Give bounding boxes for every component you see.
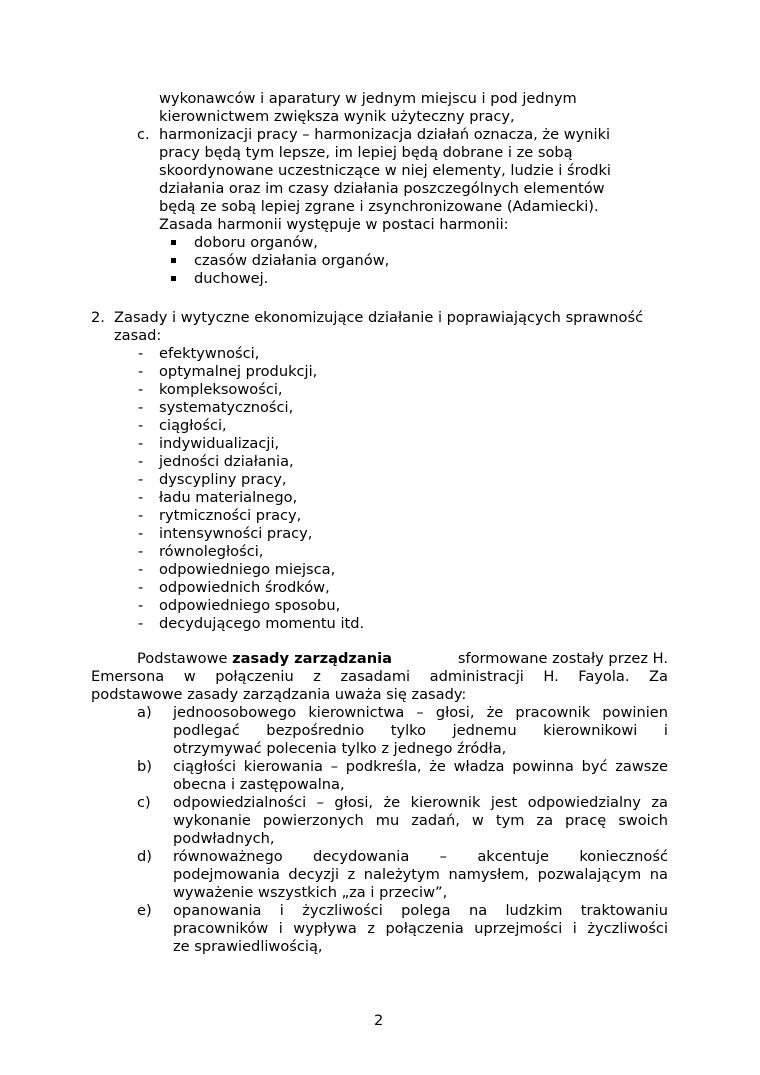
principle-b-line: ciągłości kierowania – podkreśla, że władza powinna być zawsze: [173, 758, 668, 775]
dash-marker: -: [138, 543, 144, 560]
list-marker: e): [137, 902, 152, 919]
principle-c-line: podwładnych,: [173, 830, 275, 847]
principle-d-line: wyważenie wszystkich „za i przeciw”,: [173, 884, 448, 901]
dash-list-item: odpowiedniego sposobu,: [159, 597, 341, 614]
bold-term: zasady zarządzania: [232, 650, 392, 667]
principle-a-line: otrzymywać polecenia tylko z jednego źródła,: [173, 740, 507, 757]
dash-marker: -: [138, 507, 144, 524]
square-bullet-icon: [171, 240, 176, 245]
item-c-line: harmonizacji pracy – harmonizacja działań oznacza, że wyniki: [159, 126, 611, 143]
dash-marker: -: [138, 435, 144, 452]
section-2-heading: Zasady i wytyczne ekonomizujące działanie i poprawiających sprawność: [114, 309, 644, 326]
dash-list-item: intensywności pracy,: [159, 525, 313, 542]
list-marker: c.: [137, 126, 150, 143]
principle-c-line: odpowiedzialności – głosi, że kierownik jest odpowiedzialny za: [173, 794, 668, 811]
dash-marker: -: [138, 525, 144, 542]
intro-text: sformowane zostały przez H.: [457, 650, 668, 667]
principle-b-line: obecna i zastępowalna,: [173, 776, 345, 793]
continuation-line: kierownictwem zwiększa wynik użyteczny pracy,: [159, 108, 515, 125]
section-2-heading: zasad:: [114, 327, 162, 344]
intro-text: Podstawowe: [137, 650, 228, 667]
square-bullet-icon: [171, 258, 176, 263]
principle-a-line: podlegać bezpośrednio tylko jednemu kierownikowi i: [173, 722, 668, 739]
dash-list-item: kompleksowości,: [159, 381, 283, 398]
dash-marker: -: [138, 363, 144, 380]
bullet-item: duchowej.: [194, 270, 269, 287]
list-marker: d): [137, 848, 152, 865]
principle-e-line: ze sprawiedliwością,: [173, 938, 323, 955]
item-c-line: pracy będą tym lepsze, im lepiej będą dobrane i ze sobą: [159, 144, 573, 161]
dash-marker: -: [138, 453, 144, 470]
principle-a-line: jednoosobowego kierownictwa – głosi, że pracownik powinien: [173, 704, 668, 721]
dash-list-item: jedności działania,: [159, 453, 294, 470]
intro-line-2: Emersona w połączeniu z zasadami administracji H. Fayola. Za: [91, 668, 668, 685]
list-marker: c): [137, 794, 151, 811]
principle-e-line: pracowników i wypływa z połączenia uprzejmości i życzliwości: [173, 920, 668, 937]
dash-list-item: decydującego momentu itd.: [159, 615, 365, 632]
list-marker: a): [137, 704, 152, 721]
item-c-line: będą ze sobą lepiej zgrane i zsynchronizowane (Adamiecki).: [159, 198, 599, 215]
bullet-item: doboru organów,: [194, 234, 318, 251]
dash-list-item: rytmiczności pracy,: [159, 507, 302, 524]
list-marker: b): [137, 758, 152, 775]
dash-list-item: odpowiedniego miejsca,: [159, 561, 336, 578]
bullet-item: czasów działania organów,: [194, 252, 390, 269]
dash-list-item: efektywności,: [159, 345, 260, 362]
item-c-line: skoordynowane uczestniczące w niej elementy, ludzie i środki: [159, 162, 611, 179]
dash-list-item: ładu materialnego,: [159, 489, 298, 506]
principle-c-line: wykonanie powierzonych mu zadań, w tym za pracę swoich: [173, 812, 668, 829]
item-c-line: Zasada harmonii występuje w postaci harmonii:: [159, 216, 509, 233]
intro-line-3: podstawowe zasady zarządzania uważa się zasady:: [91, 686, 467, 703]
dash-marker: -: [138, 471, 144, 488]
item-c-line: działania oraz im czasy działania poszczególnych elementów: [159, 180, 605, 197]
dash-marker: -: [138, 417, 144, 434]
dash-marker: -: [138, 561, 144, 578]
intro-line-1-end: [433, 650, 668, 668]
dash-list-item: indywidualizacji,: [159, 435, 280, 452]
principle-d-line: podejmowania decyzji z należytym namysłem, pozwalającym na: [173, 866, 668, 883]
dash-list-item: równoległości,: [159, 543, 264, 560]
dash-marker: -: [138, 489, 144, 506]
intro-line-1: [137, 650, 392, 668]
dash-marker: -: [138, 345, 144, 362]
dash-list-item: optymalnej produkcji,: [159, 363, 318, 380]
dash-marker: -: [138, 597, 144, 614]
dash-list-item: odpowiednich środków,: [159, 579, 330, 596]
dash-marker: -: [138, 615, 144, 632]
continuation-line: wykonawców i aparatury w jednym miejscu i pod jednym: [159, 90, 577, 107]
principle-e-line: opanowania i życzliwości polega na ludzkim traktowaniu: [173, 902, 668, 919]
dash-list-item: dyscypliny pracy,: [159, 471, 287, 488]
dash-list-item: ciągłości,: [159, 417, 227, 434]
list-marker: 2.: [91, 309, 105, 326]
dash-marker: -: [138, 579, 144, 596]
page-number: 2: [374, 1012, 384, 1029]
principle-d-line: równoważnego decydowania – akcentuje konieczność: [173, 848, 668, 865]
dash-list-item: systematyczności,: [159, 399, 294, 416]
dash-marker: -: [138, 381, 144, 398]
dash-marker: -: [138, 399, 144, 416]
square-bullet-icon: [171, 276, 176, 281]
